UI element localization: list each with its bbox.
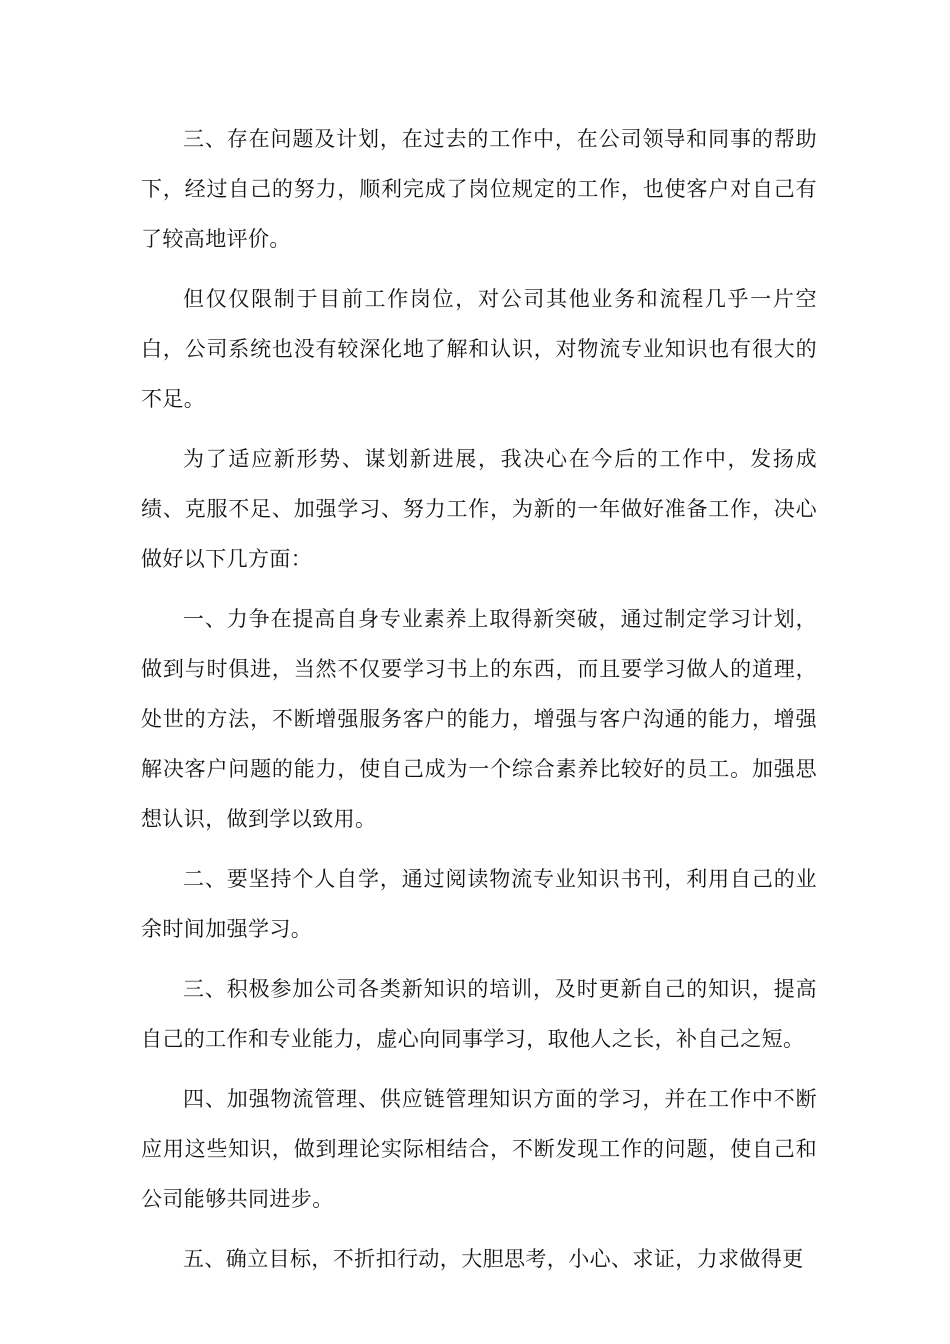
paragraph-point-two: 二、要坚持个人自学，通过阅读物流专业知识书刊，利用自己的业余时间加强学习。 xyxy=(141,867,817,941)
paragraph-point-one: 一、力争在提高自身专业素养上取得新突破，通过制定学习计划，做到与时俱进，当然不仅要学习书上的东西，而且要学习做人的道理，处世的方法，不断增强服务客户的能力，增强与客户沟通的能力，增强解决客户问题的能力，使自己成为一个综合素养比较好的员工。加强思想认识，做到学以致用。 xyxy=(141,607,817,831)
paragraph-point-four: 四、加强物流管理、供应链管理知识方面的学习，并在工作中不断应用这些知识，做到理论实际相结合，不断发现工作的问题，使自己和公司能够共同进步。 xyxy=(141,1087,817,1211)
paragraph-point-three: 三、积极参加公司各类新知识的培训，及时更新自己的知识，提高自己的工作和专业能力，虚心向同事学习，取他人之长，补自己之短。 xyxy=(141,977,817,1051)
paragraph-problems-plan: 三、存在问题及计划，在过去的工作中，在公司领导和同事的帮助下，经过自己的努力，顺利完成了岗位规定的工作，也使客户对自己有了较高地评价。 xyxy=(141,127,817,251)
paragraph-limitations: 但仅仅限制于目前工作岗位，对公司其他业务和流程几乎一片空白，公司系统也没有较深化地了解和认识，对物流专业知识也有很大的不足。 xyxy=(141,287,817,411)
paragraph-point-five: 五、确立目标，不折扣行动，大胆思考，小心、求证，力求做得更 xyxy=(183,1247,804,1271)
paragraph-resolution: 为了适应新形势、谋划新进展，我决心在今后的工作中，发扬成绩、克服不足、加强学习、努力工作，为新的一年做好准备工作，决心做好以下几方面： xyxy=(141,447,817,571)
document-body xyxy=(141,114,817,1294)
